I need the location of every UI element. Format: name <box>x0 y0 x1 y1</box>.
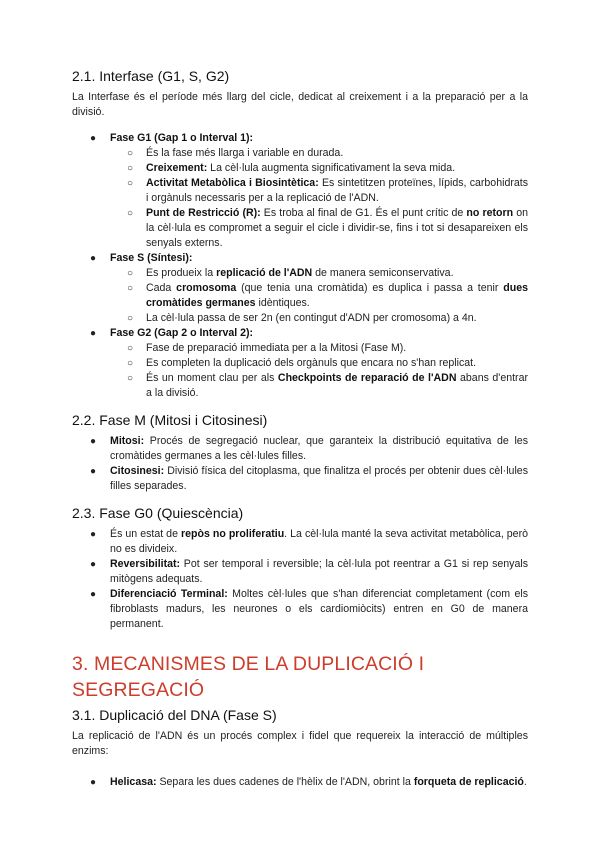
list-item <box>90 775 528 790</box>
list-item <box>127 266 528 281</box>
section-heading-2-2: 2.2. Fase M (Mitosi i Citosinesi) <box>72 412 268 428</box>
section-heading-3-1: 3.1. Duplicació del DNA (Fase S) <box>72 707 277 723</box>
circle-bullet-icon: ○ <box>127 283 134 294</box>
item-text: Separa les dues cadenes de l'hèlix de l'ADN, obrint la <box>156 776 414 788</box>
item-emphasis: dues cromàtides germanes <box>146 282 528 309</box>
list-item <box>90 464 528 494</box>
circle-bullet-icon: ○ <box>127 163 134 174</box>
item-text: És un moment clau per als <box>146 372 278 384</box>
g2-label: Fase G2 (Gap 2 o Interval 2): <box>110 327 254 339</box>
bullet-icon: ● <box>90 436 97 447</box>
item-term: Reversibilitat: <box>110 558 181 570</box>
item-text: Moltes cèl·lules que s'han diferenciat completament (com els fibroblasts madurs, les neurones o els cardiomiòcits) entren en G0 de manera permanent. <box>110 588 529 630</box>
bullet-icon: ● <box>90 466 97 477</box>
item-text: abans d'entrar a la divisió. <box>146 372 529 399</box>
section-heading-2-1: 2.1. Interfase (G1, S, G2) <box>72 68 230 84</box>
item-text: Es produeix la <box>146 267 217 279</box>
list-item-s <box>90 251 528 326</box>
item-text: . La cèl·lula manté la seva activitat metabòlica, però no es divideix. <box>110 528 528 555</box>
list-item <box>90 587 529 632</box>
s-label: Fase S (Síntesi): <box>110 252 193 264</box>
list-item <box>127 371 529 401</box>
list-item <box>127 161 528 176</box>
chapter-heading-3: 3. MECANISMES DE LA DUPLICACIÓ I SEGREGACIÓ <box>72 653 425 701</box>
circle-bullet-icon: ○ <box>127 178 134 189</box>
item-term: Citosinesi: <box>110 465 165 477</box>
circle-bullet-icon: ○ <box>127 373 134 384</box>
item-text: És un estat de <box>110 528 181 540</box>
circle-bullet-icon: ○ <box>127 358 134 369</box>
item-text: Divisió física del citoplasma, que finalitza el procés per obtenir dues cèl·lules filles separades. <box>110 465 528 492</box>
list-item <box>127 356 528 371</box>
list-item <box>127 311 528 326</box>
item-term: Diferenciació Terminal: <box>110 588 228 600</box>
item-text: Pot ser temporal i reversible; la cèl·lula pot reentrar a G1 si rep senyals mitògens adequats. <box>110 558 528 585</box>
list-item <box>127 281 528 311</box>
list-item <box>127 206 528 251</box>
fase-m-list <box>72 434 528 494</box>
circle-bullet-icon: ○ <box>127 148 134 159</box>
bullet-icon: ● <box>90 133 97 144</box>
item-text: (que tenia una cromàtida) es duplica i passa a tenir <box>236 282 504 294</box>
item-text: Es completen la duplicació dels orgànuls que encara no s'han replicat. <box>146 357 477 369</box>
g1-label: Fase G1 (Gap 1 o Interval 1): <box>110 132 254 144</box>
item-text: de manera semiconservativa. <box>312 267 454 279</box>
item-emphasis: forqueta de replicació <box>413 776 524 788</box>
item-text: És la fase més llarga i variable en durada. <box>146 147 344 159</box>
list-item <box>90 434 528 464</box>
g2-sublist <box>110 341 528 401</box>
item-text: on la cèl·lula es compromet a seguir el cicle i dividir-se, fins i tot si desapareixen els senyals externs. <box>146 207 528 249</box>
item-emphasis: replicació de l'ADN <box>216 267 313 279</box>
item-term: Activitat Metabòlica i Biosintètica: <box>146 177 319 189</box>
item-text: La cèl·lula augmenta significativament la seva mida. <box>207 162 456 174</box>
list-item-g2 <box>90 326 529 401</box>
item-emphasis: no retorn <box>466 207 514 219</box>
interfase-intro: La Interfase és el període més llarg del cicle, dedicat al creixement i a la preparació per a la divisió. <box>72 91 528 118</box>
bullet-icon: ● <box>90 559 97 570</box>
section-heading-2-3: 2.3. Fase G0 (Quiescència) <box>72 505 244 521</box>
item-emphasis: repòs no proliferatiu <box>181 528 285 540</box>
item-term: Mitosi: <box>110 435 145 447</box>
item-text: Procés de segregació nuclear, que garanteix la distribució equitativa de les cromàtides germanes a les cèl·lules filles. <box>110 435 528 462</box>
item-term: Creixement: <box>146 162 208 174</box>
item-emphasis: cromosoma <box>176 282 237 294</box>
replication-intro: La replicació de l'ADN és un procés complex i fidel que requereix la interacció de múltiples enzims: <box>72 730 528 757</box>
circle-bullet-icon: ○ <box>127 343 134 354</box>
item-text: Cada <box>146 282 177 294</box>
list-item <box>90 527 528 557</box>
s-sublist <box>110 266 528 326</box>
item-term: Punt de Restricció (R): <box>146 207 261 219</box>
list-item <box>127 341 528 356</box>
list-item-g1 <box>90 131 528 251</box>
item-text: Es sintetitzen proteïnes, lípids, carbohidrats i orgànuls necessaris per a la replicació de l'ADN. <box>146 177 528 204</box>
bullet-icon: ● <box>90 777 97 788</box>
circle-bullet-icon: ○ <box>127 313 134 324</box>
list-item <box>127 146 528 161</box>
circle-bullet-icon: ○ <box>127 268 134 279</box>
item-text: Fase de preparació immediata per a la Mitosi (Fase M). <box>146 342 407 354</box>
enzyme-list <box>72 775 528 790</box>
item-text: Es troba al final de G1. És el punt crític de <box>260 207 467 219</box>
bullet-icon: ● <box>90 328 97 339</box>
interfase-phase-list <box>72 131 528 401</box>
item-term: Helicasa: <box>110 776 157 788</box>
fase-g0-list <box>72 527 528 632</box>
g1-sublist <box>110 146 528 251</box>
item-text: idèntiques. <box>255 297 310 309</box>
list-item <box>90 557 528 587</box>
bullet-icon: ● <box>90 589 97 600</box>
bullet-icon: ● <box>90 529 97 540</box>
item-text: La cèl·lula passa de ser 2n (en contingut d'ADN per cromosoma) a 4n. <box>146 312 477 324</box>
item-emphasis: Checkpoints de reparació de l'ADN <box>277 372 457 384</box>
item-text: . <box>523 776 527 788</box>
circle-bullet-icon: ○ <box>127 208 134 219</box>
list-item <box>127 176 528 206</box>
bullet-icon: ● <box>90 253 97 264</box>
